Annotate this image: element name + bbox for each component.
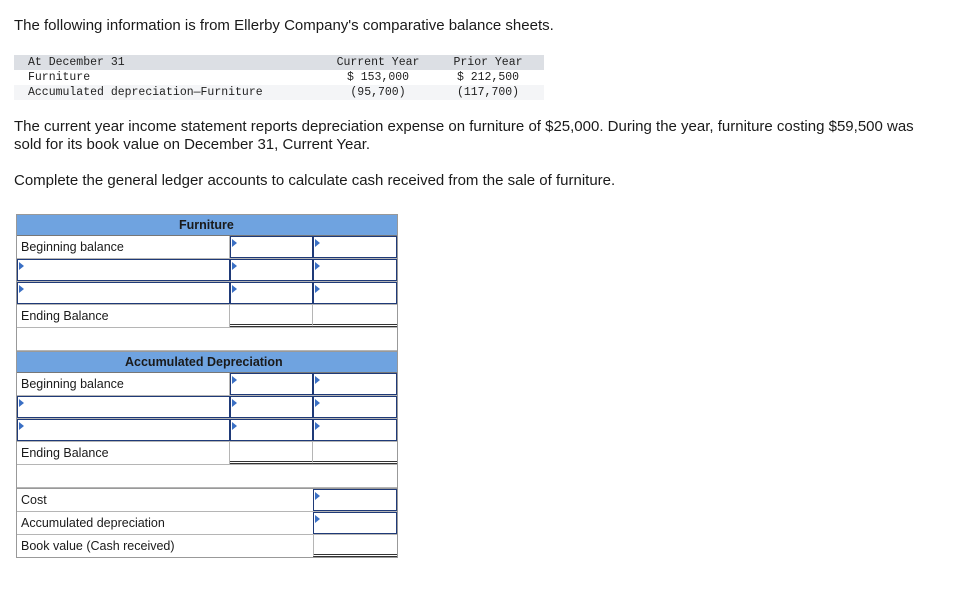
accum-entry-1-credit[interactable] — [313, 396, 397, 418]
summary-cost-amount[interactable] — [313, 489, 397, 511]
summary-accum-amount[interactable] — [313, 512, 397, 534]
accum-title: Accumulated Depreciation — [125, 355, 283, 369]
furniture-beginning-credit[interactable] — [313, 236, 397, 258]
details-text: The current year income statement reports depreciation expense on furniture of $25,000. During the year, furniture costing $59,500 was sold for its book value on December 31, Current Year. — [14, 118, 914, 153]
ledger-worksheet — [16, 214, 398, 558]
bs-header-current: Current Year — [336, 56, 420, 69]
furniture-title: Furniture — [179, 218, 234, 232]
furniture-entry-1-label[interactable] — [17, 259, 230, 281]
furniture-entry-2-debit[interactable] — [230, 282, 314, 304]
accum-entry-2-credit[interactable] — [313, 419, 397, 441]
accum-ending-credit — [313, 442, 397, 464]
furniture-beginning-debit[interactable] — [230, 236, 314, 258]
furniture-entry-1-debit[interactable] — [230, 259, 314, 281]
summary-cost-label: Cost — [21, 493, 47, 507]
furniture-entry-1-credit[interactable] — [313, 259, 397, 281]
accum-section — [16, 351, 398, 488]
accum-entry-1-debit[interactable] — [230, 396, 314, 418]
accum-entry-2-debit[interactable] — [230, 419, 314, 441]
accum-entry-2-label[interactable] — [17, 419, 230, 441]
accum-header — [17, 352, 397, 373]
furniture-header — [17, 215, 397, 236]
spacer-row — [17, 465, 397, 488]
accum-entry-1-label[interactable] — [17, 396, 230, 418]
accum-beginning-label: Beginning balance — [17, 373, 230, 395]
bs-row-label: Accumulated depreciation—Furniture — [28, 86, 263, 99]
summary-section — [16, 488, 398, 558]
bs-row-current: (95,700) — [350, 86, 406, 99]
furniture-ending-debit — [230, 305, 314, 327]
bs-row-prior: (117,700) — [456, 86, 520, 99]
bs-row-prior: $ 212,500 — [456, 71, 520, 84]
summary-book-amount — [313, 535, 397, 557]
bs-header-prior: Prior Year — [453, 56, 523, 69]
task-text: Complete the general ledger accounts to calculate cash received from the sale of furniture. — [14, 172, 616, 189]
bs-row-current: $ 153,000 — [346, 71, 410, 84]
balance-sheet-table — [14, 55, 544, 100]
furniture-ending-label: Ending Balance — [17, 305, 230, 327]
furniture-entry-2-label[interactable] — [17, 282, 230, 304]
table-row — [14, 70, 544, 85]
bs-header-date: At December 31 — [28, 56, 125, 69]
table-row — [14, 85, 544, 100]
intro-text: The following information is from Ellerby Company's comparative balance sheets. — [14, 17, 554, 34]
accum-beginning-debit[interactable] — [230, 373, 314, 395]
bs-row-label: Furniture — [28, 71, 91, 84]
summary-book-label: Book value (Cash received) — [21, 539, 175, 553]
accum-ending-label: Ending Balance — [17, 442, 230, 464]
furniture-section — [16, 214, 398, 351]
furniture-beginning-label: Beginning balance — [17, 236, 230, 258]
furniture-entry-2-credit[interactable] — [313, 282, 397, 304]
spacer-row — [17, 328, 397, 351]
summary-accum-label: Accumulated depreciation — [21, 516, 165, 530]
accum-ending-debit — [230, 442, 314, 464]
accum-beginning-credit[interactable] — [313, 373, 397, 395]
furniture-ending-credit — [313, 305, 397, 327]
